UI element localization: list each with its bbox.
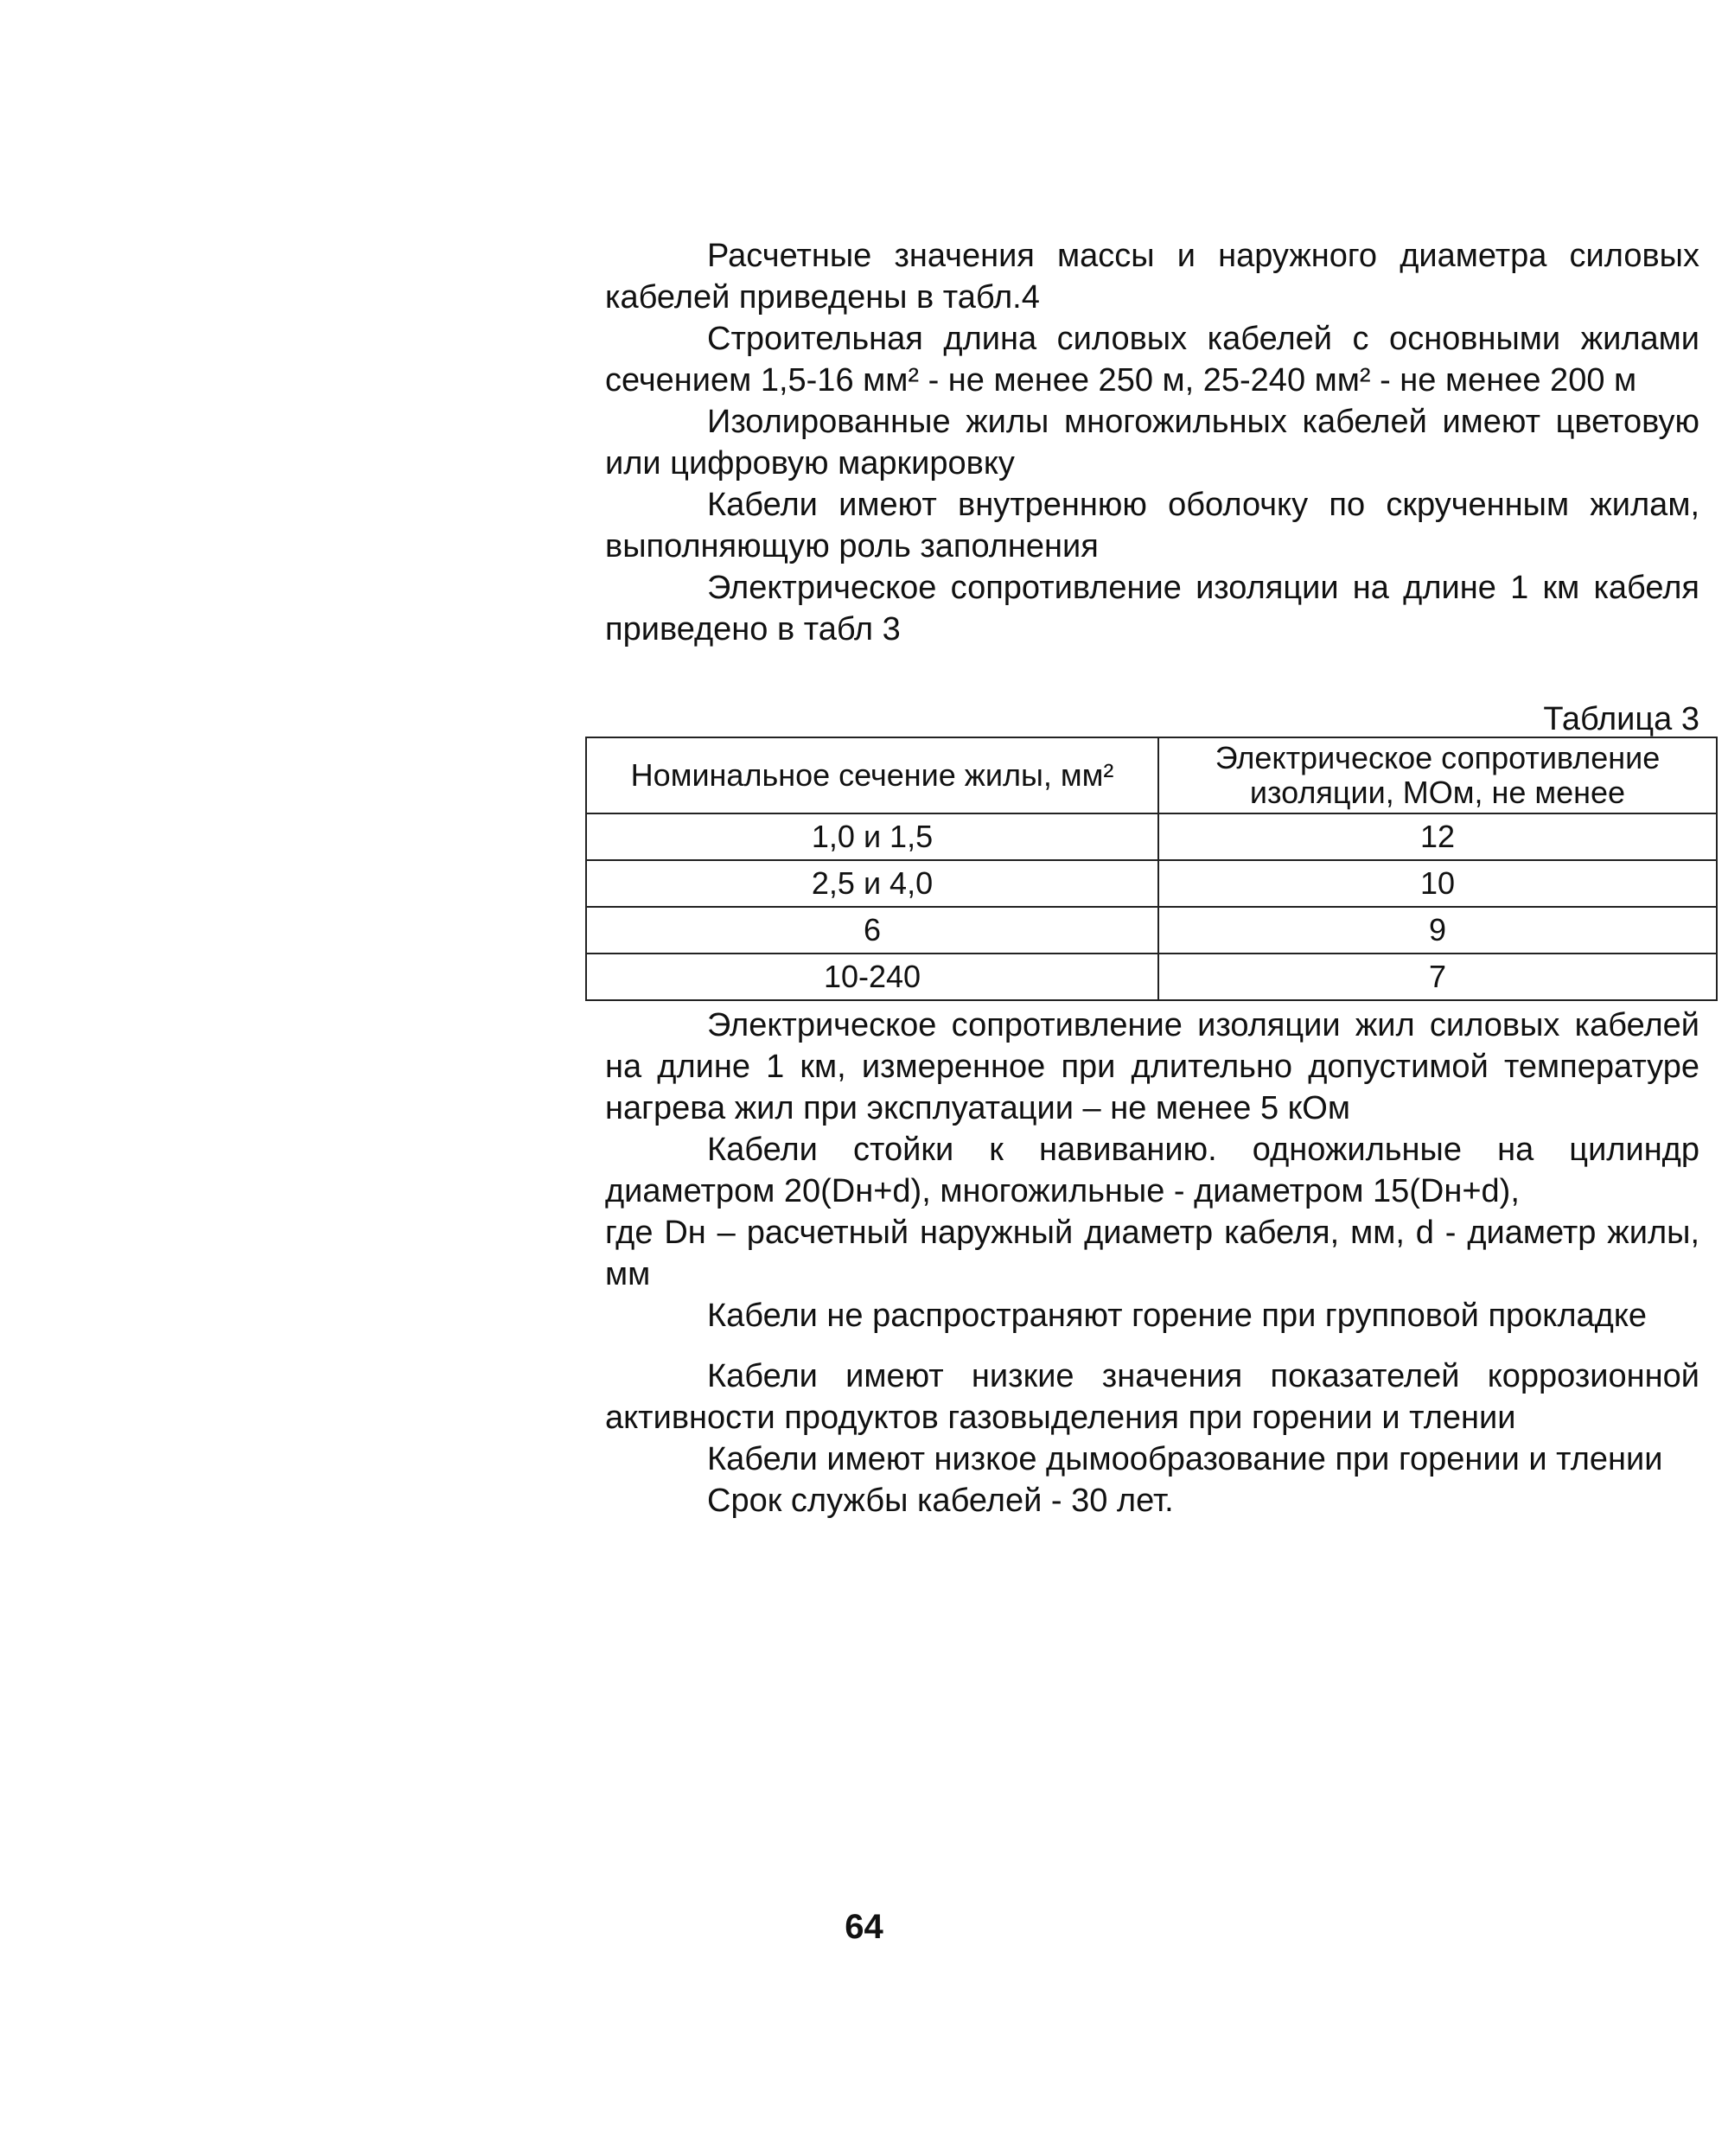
- paragraph-construction-length: Строительная длина силовых кабелей с основными жилами сечением 1,5-16 мм² - не менее 250 м, 25-240 мм² - не менее 200 м: [605, 321, 1699, 399]
- table-caption: Таблица 3: [1543, 701, 1699, 737]
- paragraph-inner-sheath: Кабели имеют внутреннюю оболочку по скрученным жилам, выполняющую роль заполнения: [605, 487, 1699, 565]
- cell-resistance: 10: [1158, 860, 1717, 907]
- top-text-block: [605, 235, 1699, 650]
- paragraph-service-life: Срок службы кабелей - 30 лет.: [707, 1483, 1174, 1519]
- cell-cross-section: 2,5 и 4,0: [586, 860, 1158, 907]
- insulation-resistance-table: [585, 737, 1718, 1001]
- cell-resistance: 7: [1158, 954, 1717, 1000]
- paragraph-insulation-resistance-ref: Электрическое сопротивление изоляции на длине 1 км кабеля приведено в табл 3: [605, 570, 1699, 647]
- paragraph-winding-resistance: Кабели стойки к навиванию. одножильные на цилиндр диаметром 20(Dн+d), многожильные - диаметром 15(Dн+d),: [605, 1132, 1699, 1209]
- cell-resistance: 9: [1158, 907, 1717, 954]
- cell-cross-section: 10-240: [586, 954, 1158, 1000]
- paragraph-resistance-at-temperature: Электрическое сопротивление изоляции жил силовых кабелей на длине 1 км, измеренное при длительно допустимой температуре нагрева жил при эксплуатации – не менее 5 кОм: [605, 1007, 1699, 1126]
- table-row: [586, 907, 1717, 954]
- page-number: 64: [845, 1908, 883, 1946]
- paragraph-smoke-emission: Кабели имеют низкое дымообразование при горении и тлении: [707, 1441, 1663, 1477]
- table-row: [586, 813, 1717, 860]
- bottom-text-block: [605, 1005, 1699, 1521]
- paragraph-corrosive-activity: Кабели имеют низкие значения показателей коррозионной активности продуктов газовыделения при горении и тлении: [605, 1358, 1699, 1436]
- cell-cross-section: 6: [586, 907, 1158, 954]
- cell-resistance: 12: [1158, 813, 1717, 860]
- table-header-row: [586, 737, 1717, 813]
- header-resistance: Электрическое сопротивление изоляции, МОм, не менее: [1158, 737, 1717, 813]
- cell-cross-section: 1,0 и 1,5: [586, 813, 1158, 860]
- paragraph-core-marking: Изолированные жилы многожильных кабелей имеют цветовую или цифровую маркировку: [605, 404, 1699, 482]
- paragraph-flame-propagation: Кабели не распространяют горение при групповой прокладке: [707, 1298, 1648, 1334]
- table-row: [586, 860, 1717, 907]
- table-row: [586, 954, 1717, 1000]
- header-cross-section: Номинальное сечение жилы, мм²: [586, 737, 1158, 813]
- paragraph-mass-diameter: Расчетные значения массы и наружного диаметра силовых кабелей приведены в табл.4: [605, 238, 1699, 316]
- paragraph-winding-definitions: где Dн – расчетный наружный диаметр кабеля, мм, d - диаметр жилы, мм: [605, 1215, 1699, 1292]
